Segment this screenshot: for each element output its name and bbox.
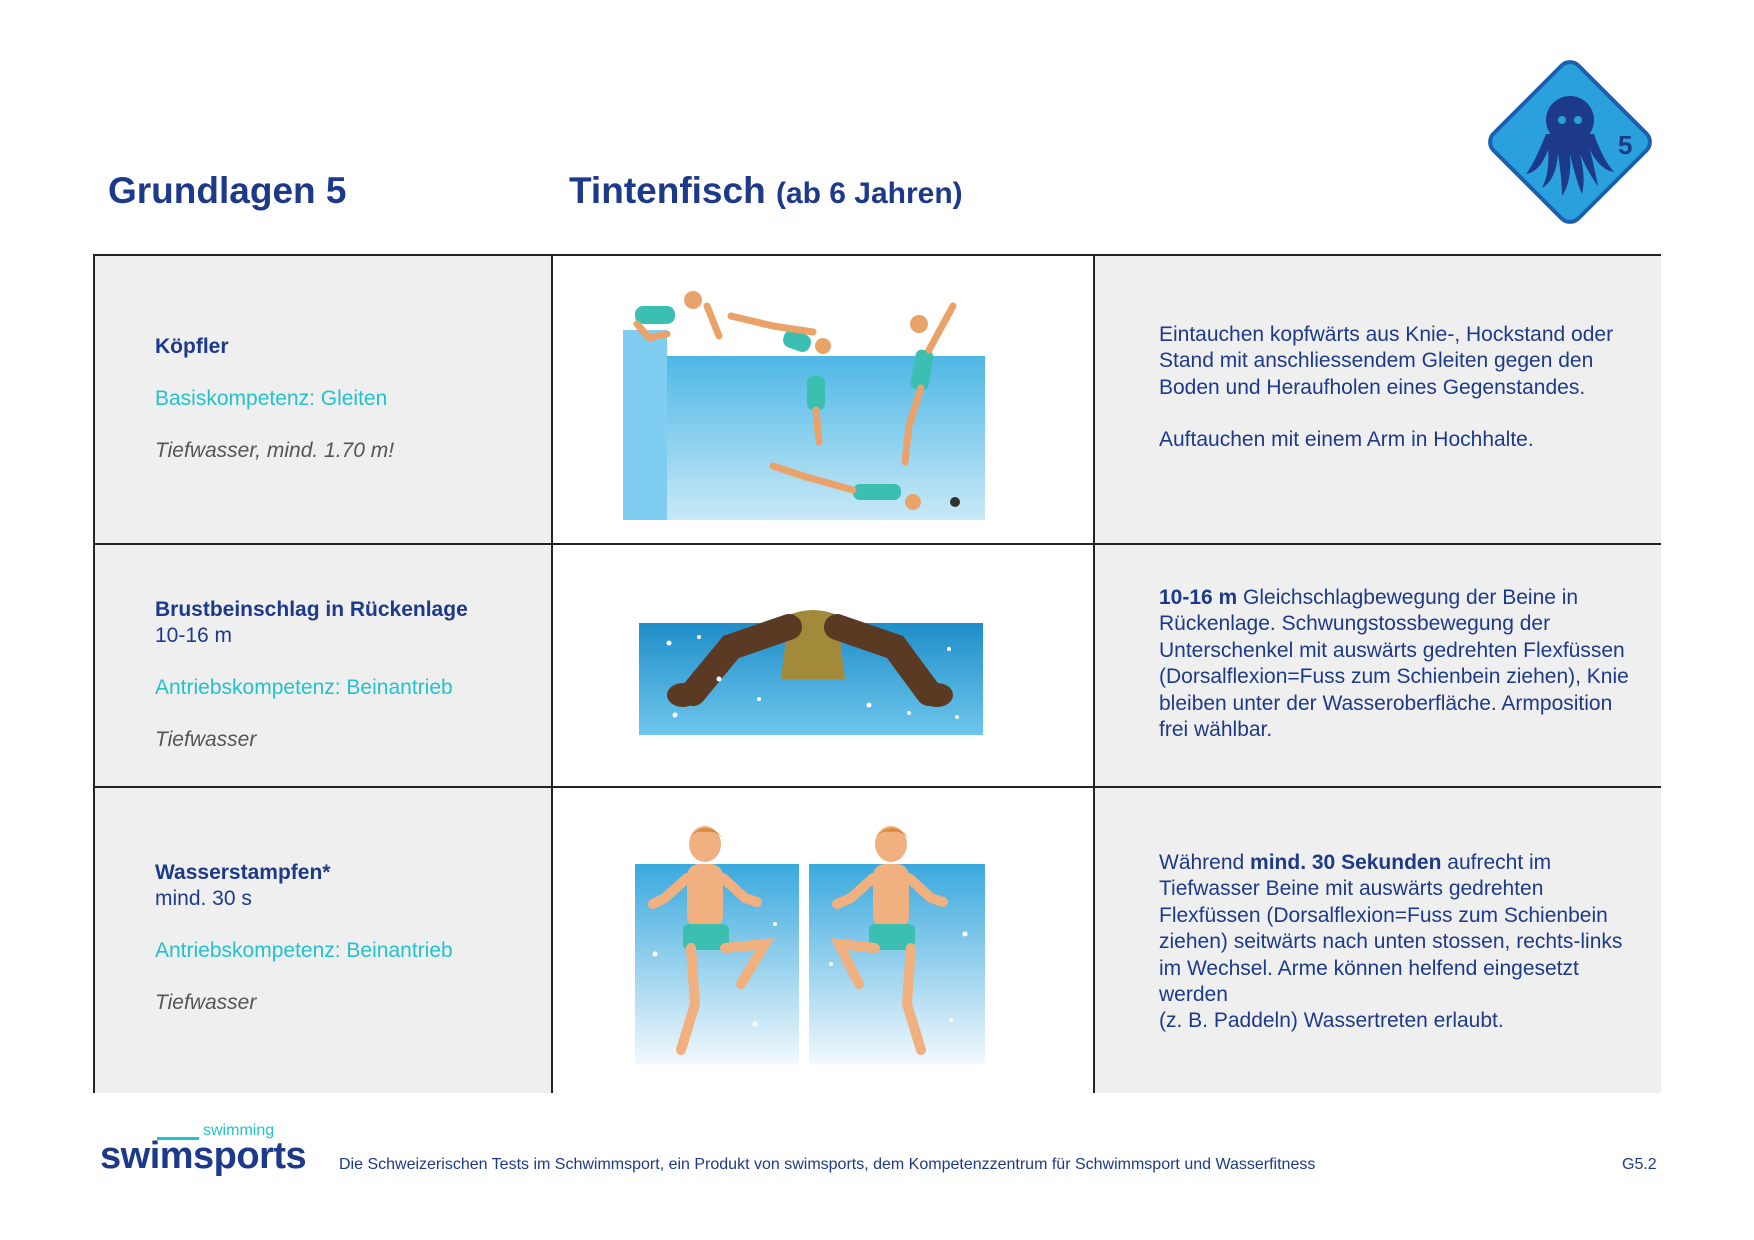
logo-wordmark: swimsports bbox=[100, 1135, 307, 1177]
exercise-title: Köpfler bbox=[155, 335, 229, 358]
table-row bbox=[95, 545, 1659, 788]
exercise-description-cell bbox=[1095, 545, 1661, 786]
backstroke-kick-illustration bbox=[639, 609, 983, 735]
exercise-description-pre: Während bbox=[1159, 851, 1251, 874]
exercise-description: Eintauchen kopfwärts aus Knie-, Hockstand oder Stand mit anschliessendem Gleiten gegen den Boden und Heraufholen eines Gegenstandes. bbox=[1159, 323, 1614, 399]
page-number: G5.2 bbox=[1622, 1156, 1657, 1173]
page-title-age: (ab 6 Jahren) bbox=[775, 177, 963, 210]
exercise-description-cell bbox=[1095, 256, 1661, 543]
exercise-competence: Antriebskompetenz: Beinantrieb bbox=[155, 676, 453, 699]
badge-number: 5 bbox=[1618, 130, 1633, 160]
exercise-competence: Antriebskompetenz: Beinantrieb bbox=[155, 939, 453, 962]
exercise-label-cell bbox=[95, 256, 553, 543]
footer-text: Die Schweizerischen Tests im Schwimmsport, ein Produkt von swimsports, dem Kompetenzzentrum für Schwimmsport und Wasserfitness bbox=[339, 1156, 1316, 1173]
section-title: Grundlagen 5 bbox=[108, 170, 347, 211]
exercise-water: Tiefwasser, mind. 1.70 m! bbox=[155, 439, 395, 462]
exercise-description bbox=[1159, 850, 1631, 1035]
exercise-table bbox=[93, 254, 1661, 1093]
exercise-water: Tiefwasser bbox=[155, 991, 257, 1014]
logo-tagline: swimming bbox=[203, 1122, 275, 1139]
exercise-description-text: Gleichschlagbewegung der Beine in Rückenlage. Schwungstossbewegung der Unterschenkel mit auswärts gedrehten Flexfüssen (Dorsalflexion=Fuss zum Schienbein ziehen), Knie bleiben unter der Wasseroberfläche. Armposition frei wählbar. bbox=[1159, 586, 1629, 742]
page-title-main: Tintenfisch bbox=[569, 170, 766, 211]
page-title bbox=[569, 170, 963, 212]
exercise-description-cell bbox=[1095, 788, 1661, 1093]
exercise-water: Tiefwasser bbox=[155, 728, 257, 751]
swimsports-logo bbox=[100, 1122, 320, 1182]
illustration-cell bbox=[553, 545, 1095, 786]
exercise-label-cell bbox=[95, 545, 553, 786]
octopus-badge-icon bbox=[1482, 54, 1658, 230]
exercise-distance: 10-16 m bbox=[155, 624, 233, 647]
table-row bbox=[95, 256, 1659, 545]
illustration-cell bbox=[553, 788, 1095, 1093]
exercise-title: Wasserstampfen* bbox=[155, 861, 331, 884]
exercise-distance: mind. 30 s bbox=[155, 887, 252, 910]
dive-illustration bbox=[623, 276, 985, 524]
exercise-label-cell bbox=[95, 788, 553, 1093]
exercise-competence: Basiskompetenz: Gleiten bbox=[155, 387, 388, 410]
exercise-description bbox=[1159, 585, 1631, 743]
exercise-description-bold: mind. 30 Sekunden bbox=[1250, 851, 1442, 874]
exercise-title: Brustbeinschlag in Rückenlage bbox=[155, 598, 468, 621]
exercise-description-tail: (z. B. Paddeln) Wassertreten erlaubt. bbox=[1159, 1009, 1504, 1033]
exercise-description-text: aufrecht im Tiefwasser Beine mit auswärts gedrehten Flexfüssen (Dorsalflexion=Fuss zum Schienbein ziehen) seitwärts nach unten stossen, rechts-links im Wechsel. Arme können helfend eingesetzt werden bbox=[1159, 851, 1623, 1007]
table-row bbox=[95, 788, 1659, 1093]
exercise-description-bold: 10-16 m bbox=[1159, 586, 1238, 609]
exercise-description-2: Auftauchen mit einem Arm in Hochhalte. bbox=[1159, 428, 1534, 452]
treading-water-illustration bbox=[635, 824, 991, 1064]
illustration-cell bbox=[553, 256, 1095, 543]
